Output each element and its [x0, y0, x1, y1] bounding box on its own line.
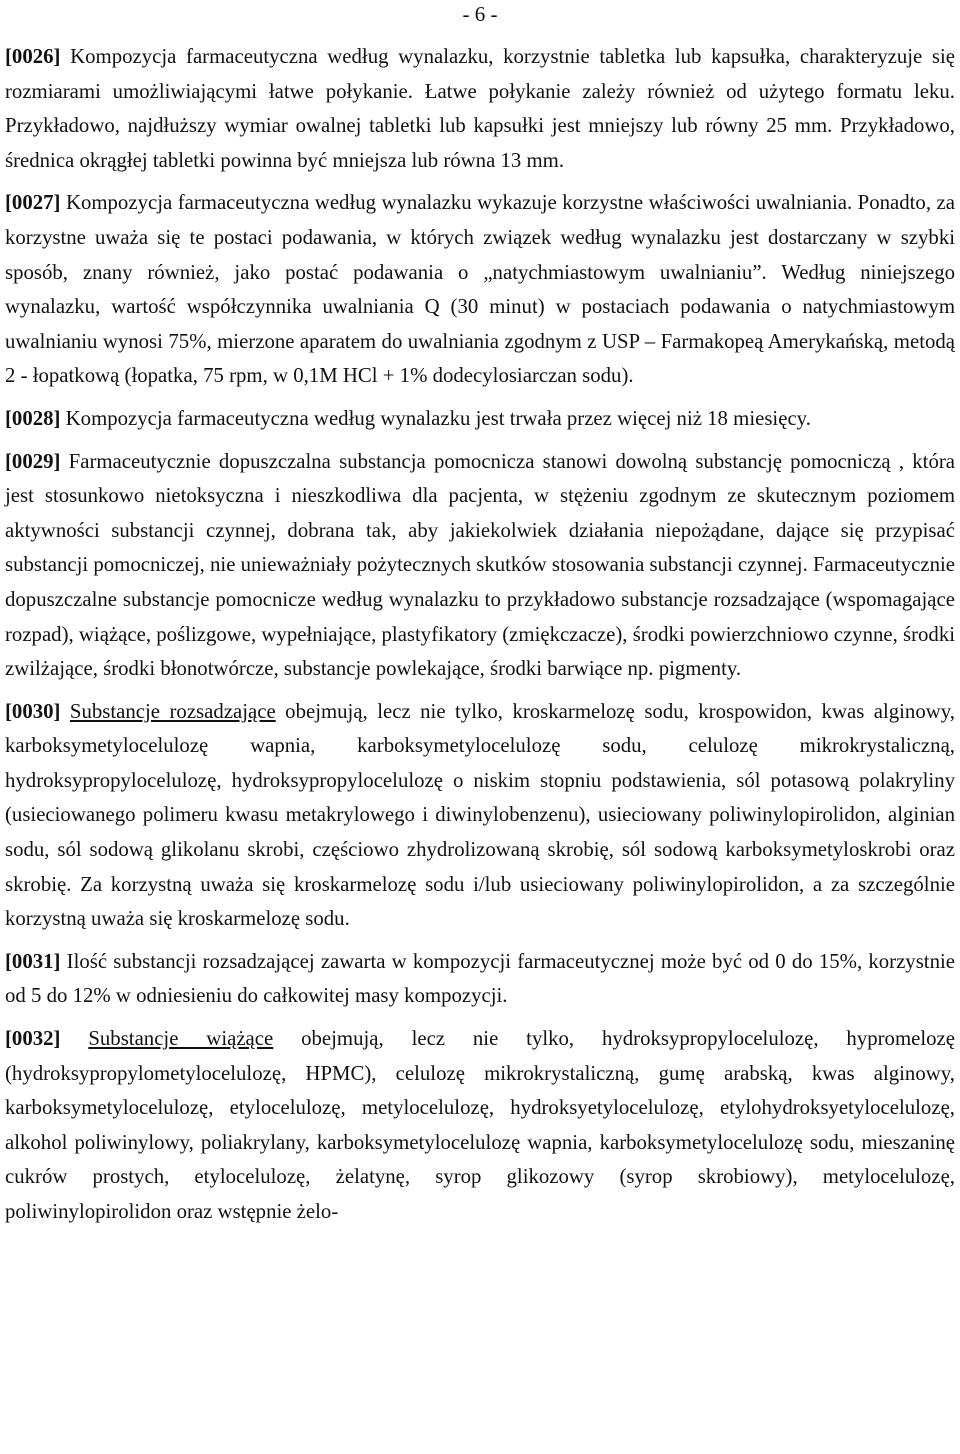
paragraph-0029: [5, 445, 955, 687]
paragraph-number: [0028]: [5, 406, 61, 430]
paragraph-text: obejmują, lecz nie tylko, hydroksypropylocelulozę, hypromelozę (hydroksypropylometylocelulozę, HPMC), celulozę mikrokrystaliczną, gumę arabską, kwas alginowy, karboksymetylocelulozę, etylocelulozę, metylocelulozę, hydroksyetylocelulozę, etylohydroksyetylocelulozę, alkohol poliwinylowy, poliakrylany, karboksymetylocelulozę wapnia, karboksymetylocelulozę sodu, mieszaninę cukrów prostych, etylocelulozę, żelatynę, syrop glikozowy (syrop skrobiowy), metylocelulozę, poliwinylopirolidon oraz wstępnie żelo-: [5, 1027, 955, 1223]
paragraph-number: [0030]: [5, 699, 61, 723]
paragraph-number: [0026]: [5, 45, 61, 68]
underlined-term: Substancje rozsadzające: [69, 699, 276, 723]
paragraph-0032: [5, 1022, 955, 1230]
paragraph-0030: [5, 695, 955, 937]
paragraph-0028: [5, 402, 955, 437]
paragraph-number: [0027]: [5, 191, 61, 215]
underlined-term: Substancje wiążące: [88, 1027, 274, 1051]
paragraph-0031: [5, 945, 955, 1014]
paragraph-text: Kompozycja farmaceutyczna według wynalazku, korzystnie tabletka lub kapsułka, charakteryzuje się rozmiarami umożliwiającymi łatwe połykanie. Łatwe połykanie zależy również od użytego formatu leku. Przykładowo, najdłuższy wymiar owalnej tabletki lub kapsułki jest mniejszy lub równy 25 mm. Przykładowo, średnica okrągłej tabletki powinna być mniejsza lub równa 13 mm.: [5, 45, 955, 172]
paragraph-text: Farmaceutycznie dopuszczalna substancja pomocnicza stanowi dowolną substancję pomocniczą , która jest stosunkowo nietoksyczna i nieszkodliwa dla pacjenta, w stężeniu zgodnym ze skutecznym poziomem aktywności substancji czynnej, dobrana tak, aby jakiekolwiek działania niepożądane, dające się przypisać substancji pomocniczej, nie unieważniały pożytecznych skutków stosowania substancji czynnej. Farmaceutycznie dopuszczalne substancje pomocnicze według wynalazku to przykładowo substancje rozsadzające (wspomagające rozpad), wiążące, poślizgowe, wypełniające, plastyfikatory (zmiękczacze), środki powierzchniowo czynne, środki zwilżające, środki błonotwórcze, substancje powlekające, środki barwiące np. pigmenty.: [5, 449, 955, 681]
paragraph-0027: [5, 186, 955, 394]
paragraph-0026: [5, 40, 955, 178]
paragraph-text: Kompozycja farmaceutyczna według wynalazku jest trwała przez więcej niż 18 miesięcy.: [60, 406, 811, 430]
paragraph-number: [0029]: [5, 449, 61, 473]
page-number: - 6 -: [462, 2, 498, 26]
paragraph-text: Ilość substancji rozsadzającej zawarta w kompozycji farmaceutycznej może być od 0 do 15%, korzystnie od 5 do 12% w odniesieniu do całkowitej masy kompozycji.: [5, 949, 955, 1008]
paragraph-text: Kompozycja farmaceutyczna według wynalazku wykazuje korzystne właściwości uwalniania. Ponadto, za korzystne uważa się te postaci podawania, w których związek według wynalazku jest dostarczany w szybki sposób, znany również, jako postać podawania o „natychmiastowym uwalnianiu”. Według niniejszego wynalazku, wartość współczynnika uwalniania Q (30 minut) w postaciach podawania o natychmiastowym uwalnianiu wynosi 75%, mierzone aparatem do uwalniania zgodnym z USP – Farmakopeą Amerykańską, metodą 2 - łopatkową (łopatka, 75 rpm, w 0,1M HCl + 1% dodecylosiarczan sodu).: [5, 191, 955, 388]
paragraph-number: [0032]: [5, 1027, 61, 1051]
paragraph-text: obejmują, lecz nie tylko, kroskarmelozę sodu, krospowidon, kwas alginowy, karboksymetylocelulozę wapnia, karboksymetylocelulozę sodu, celulozę mikrokrystaliczną, hydroksypropylocelulozę, hydroksypropylocelulozę o niskim stopniu podstawienia, sól potasową polakryliny (usieciowanego polimeru kwasu metakrylowego i diwinylobenzenu), usieciowany poliwinylopirolidon, alginian sodu, sól sodową glikolanu skrobi, częściowo zhydrolizowaną skrobię, sól sodową karboksymetyloskrobi oraz skrobię. Za korzystną uważa się kroskarmelozę sodu i/lub usieciowany poliwinylopirolidon, a za szczególnie korzystną uważa się kroskarmelozę sodu.: [5, 699, 955, 931]
paragraph-number: [0031]: [5, 949, 61, 973]
document-page: [5, 0, 955, 1454]
